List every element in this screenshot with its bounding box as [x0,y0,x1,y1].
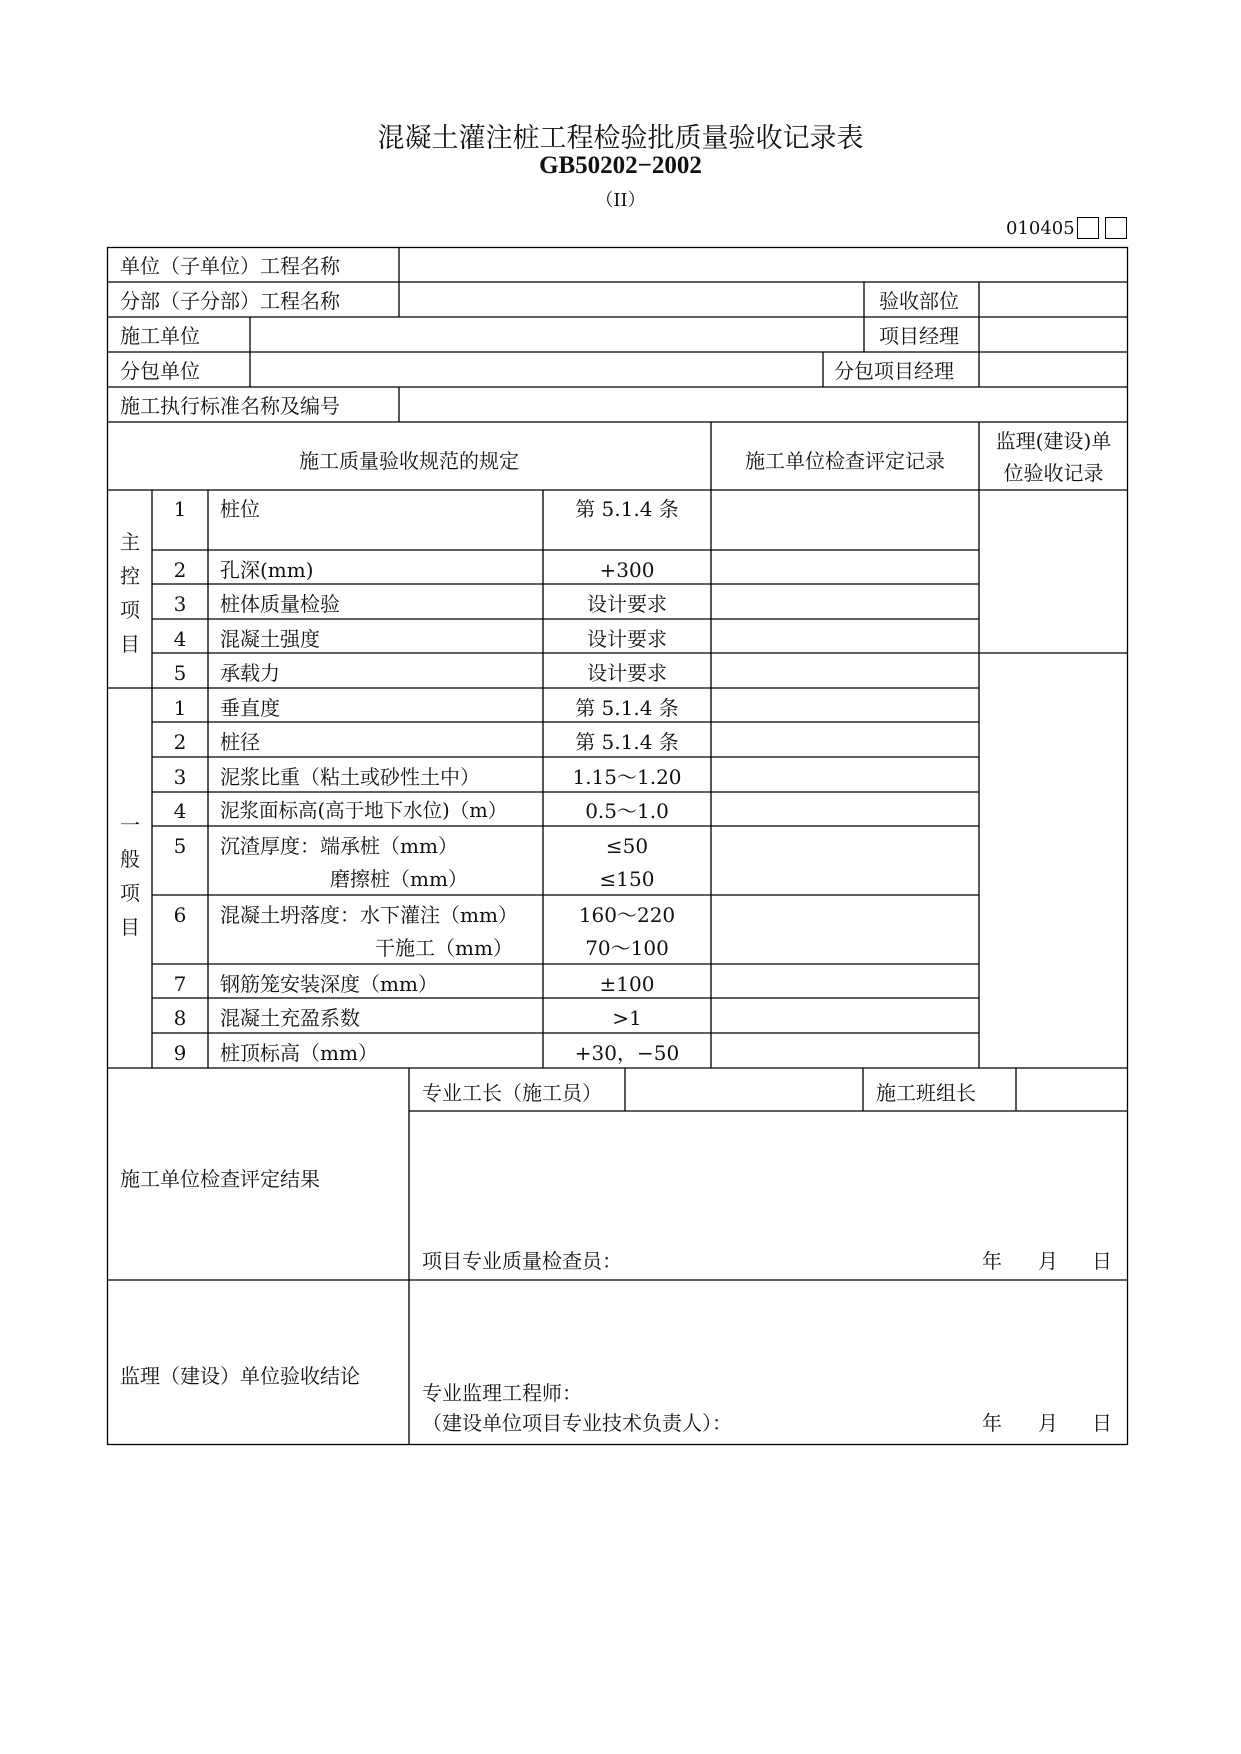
form-code: 010405 [1006,218,1075,239]
main-item-5-no: 5 [173,661,187,685]
supervision-column-header-line1: 监理(建设)单 [995,429,1112,453]
main-item-1-name: 桩位 [220,497,260,521]
general-item-1-name: 垂直度 [220,696,280,720]
main-item-2-req: +300 [599,558,655,582]
main-item-5-req: 设计要求 [587,661,667,685]
team-leader-label: 施工班组长 [876,1081,976,1105]
main-item-4-req: 设计要求 [587,627,667,651]
conclusion-label: 监理（建设）单位验收结论 [120,1364,360,1388]
main-item-1-req: 第 5.1.4 条 [575,497,679,521]
general-item-6-req: 160～220 [578,903,676,927]
main-item-3-name: 桩体质量检验 [220,592,340,616]
general-item-4-name: 泥浆面标高(高于地下水位)（m） [220,799,508,822]
general-item-1-no: 1 [173,696,187,720]
division-project-label: 分部（子分部）工程名称 [120,289,340,313]
general-item-8-name: 混凝土充盈系数 [220,1006,360,1030]
inspector-label: 项目专业质量检查员： [422,1249,622,1273]
supervision-column-header-line2: 位验收记录 [1003,461,1104,485]
general-item-7-no: 7 [173,972,187,996]
conclusion-month: 月 [1038,1411,1058,1435]
general-item-3-no: 3 [173,765,187,789]
general-item-4-no: 4 [173,799,187,823]
general-item-8-req: >1 [612,1006,642,1030]
general-item-2-name: 桩径 [220,730,260,754]
foreman-label: 专业工长（施工员） [422,1081,602,1105]
general-item-2-req: 第 5.1.4 条 [575,730,679,754]
main-item-3-req: 设计要求 [587,592,667,616]
main-item-5-name: 承载力 [220,661,280,685]
general-item-6-req-2: 70～100 [585,936,669,960]
general-item-5-req-2: ≤150 [599,867,655,891]
engineer-label: 专业监理工程师： [422,1381,582,1405]
result-day: 日 [1092,1249,1112,1273]
general-group-label: 一 般 项 目 [120,813,140,939]
form-title: 混凝土灌注桩工程检验批质量验收记录表 [377,123,864,154]
general-item-5-name: 沉渣厚度：端承桩（mm） [220,834,458,858]
general-item-1-req: 第 5.1.4 条 [575,696,679,720]
general-item-5-name-2: 磨擦桩（mm） [330,867,468,891]
result-label: 施工单位检查评定结果 [120,1167,320,1191]
conclusion-year: 年 [982,1411,1002,1435]
general-item-7-name: 钢筋笼安装深度（mm） [220,972,438,996]
general-item-9-name: 桩顶标高（mm） [220,1041,378,1065]
general-item-6-name-2: 干施工（mm） [375,936,513,960]
main-item-3-no: 3 [173,592,187,616]
general-item-6-name: 混凝土坍落度：水下灌注（mm） [220,903,518,927]
acceptance-part-label: 验收部位 [879,289,959,313]
construction-unit-label: 施工单位 [120,324,200,348]
general-item-7-req: ±100 [599,972,655,996]
standard-name-label: 施工执行标准名称及编号 [120,394,340,418]
general-item-3-req: 1.15～1.20 [572,765,682,789]
subcontract-unit-label: 分包单位 [120,359,200,383]
result-month: 月 [1038,1249,1058,1273]
self-check-column-header: 施工单位检查评定记录 [745,449,945,473]
main-item-4-name: 混凝土强度 [220,627,320,651]
main-item-1-no: 1 [173,497,187,521]
main-item-4-no: 4 [173,627,187,651]
general-item-9-req: +30，−50 [574,1041,680,1065]
general-item-5-no: 5 [173,834,187,858]
standard-number: GB50202−2002 [539,152,702,179]
project-manager-label: 项目经理 [879,324,959,348]
general-item-5-req: ≤50 [605,834,649,858]
conclusion-day: 日 [1092,1411,1112,1435]
result-year: 年 [982,1249,1002,1273]
general-item-8-no: 8 [173,1006,187,1030]
general-item-2-no: 2 [173,730,187,754]
owner-rep-label: （建设单位项目专业技术负责人）： [422,1411,732,1435]
general-item-4-req: 0.5～1.0 [585,799,669,823]
unit-project-label: 单位（子单位）工程名称 [120,254,340,278]
main-item-2-no: 2 [173,558,187,582]
main-item-2-name: 孔深(mm) [220,558,314,582]
form-part: （II） [595,190,646,211]
subcontract-manager-label: 分包项目经理 [834,359,954,383]
general-item-6-no: 6 [173,903,187,927]
main-control-group-label: 主 控 项 目 [120,530,140,656]
general-item-9-no: 9 [173,1041,187,1065]
general-item-3-name: 泥浆比重（粘土或砂性土中） [220,765,480,789]
spec-column-header: 施工质量验收规范的规定 [299,449,519,473]
